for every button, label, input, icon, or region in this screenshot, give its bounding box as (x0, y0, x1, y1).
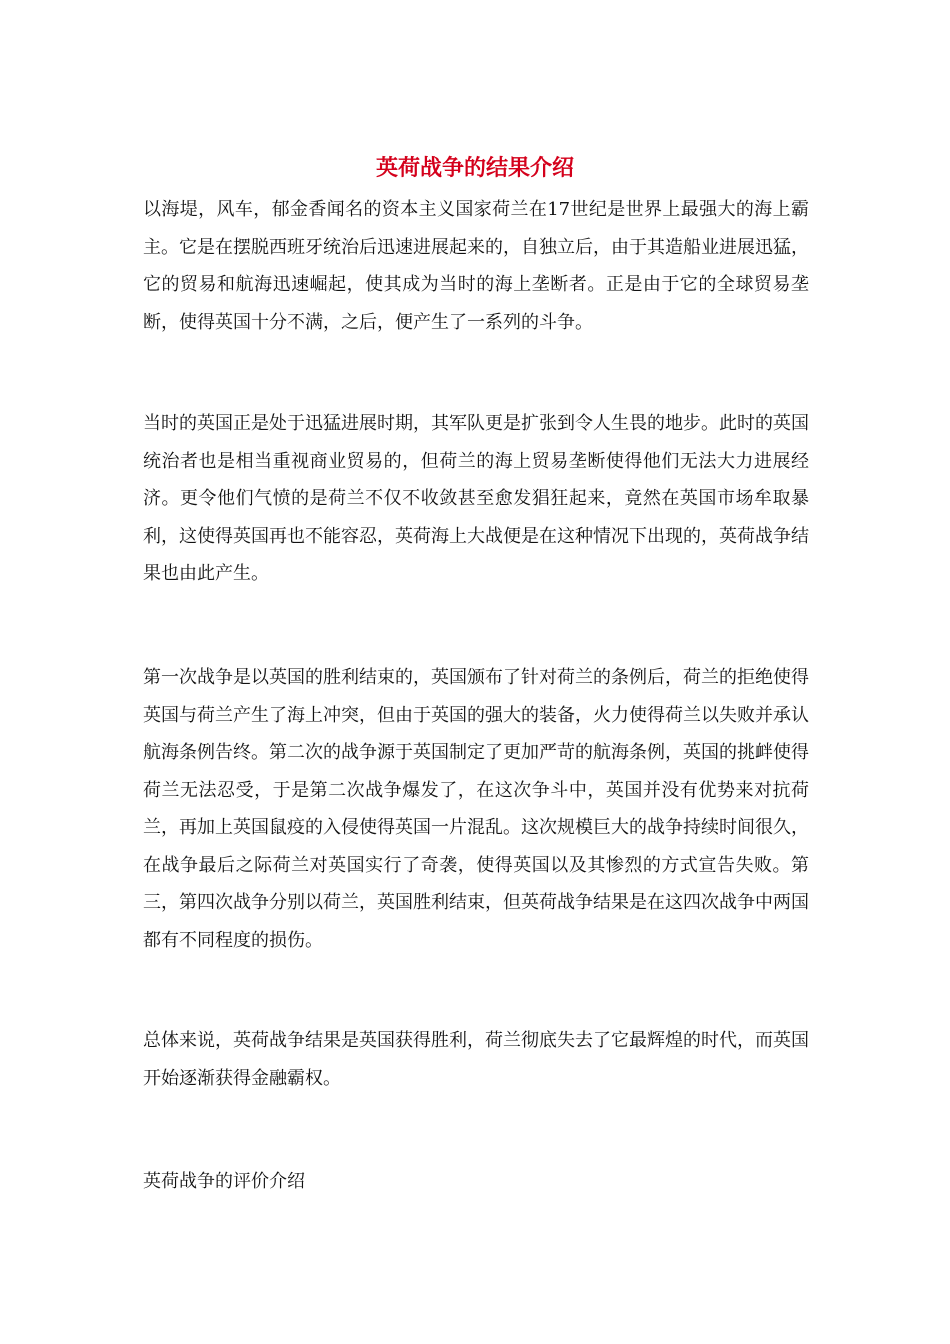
paragraph-background: 当时的英国正是处于迅猛进展时期，其军队更是扩张到令人生畏的地步。此时的英国统治者也是相当重视商业贸易的，但荷兰的海上贸易垄断使得他们无法大力进展经济。更令他们气愤的是荷兰不仅不收敛甚至愈发猖狂起来，竟然在英国市场牟取暴利，这使得英国再也不能容忍，英荷海上大战便是在这种情况下出现的，英荷战争结果也由此产生。 (143, 413, 809, 584)
document-title: 英荷战争的结果介绍 (375, 155, 574, 181)
paragraph-summary: 总体来说，英荷战争结果是英国获得胜利，荷兰彻底失去了它最辉煌的时代，而英国开始逐渐获得金融霸权。 (143, 1030, 809, 1089)
paragraph-wars: 第一次战争是以英国的胜利结束的，英国颁布了针对荷兰的条例后，荷兰的拒绝使得英国与荷兰产生了海上冲突，但由于英国的强大的装备，火力使得荷兰以失败并承认航海条例告终。第二次的战争源于英国制定了更加严苛的航海条例，英国的挑衅使得荷兰无法忍受，于是第二次战争爆发了，在这次争斗中，英国并没有优势来对抗荷兰，再加上英国鼠疫的入侵使得英国一片混乱。这次规模巨大的战争持续时间很久，在战争最后之际荷兰对英国实行了奇袭，使得英国以及其惨烈的方式宣告失败。第三，第四次战争分别以荷兰，英国胜利结束，但英荷战争结果是在这四次战争中两国都有不同程度的损伤。 (143, 667, 809, 951)
paragraph-intro: 以海堤，风车，郁金香闻名的资本主义国家荷兰在17世纪是世界上最强大的海上霸主。它是在摆脱西班牙统治后迅速进展起来的，自独立后，由于其造船业进展迅猛，它的贸易和航海迅速崛起，使其成为当时的海上垄断者。正是由于它的全球贸易垄断，使得英国十分不满，之后，便产生了一系列的斗争。 (143, 199, 809, 333)
section-heading-evaluation: 英荷战争的评价介绍 (143, 1171, 305, 1192)
